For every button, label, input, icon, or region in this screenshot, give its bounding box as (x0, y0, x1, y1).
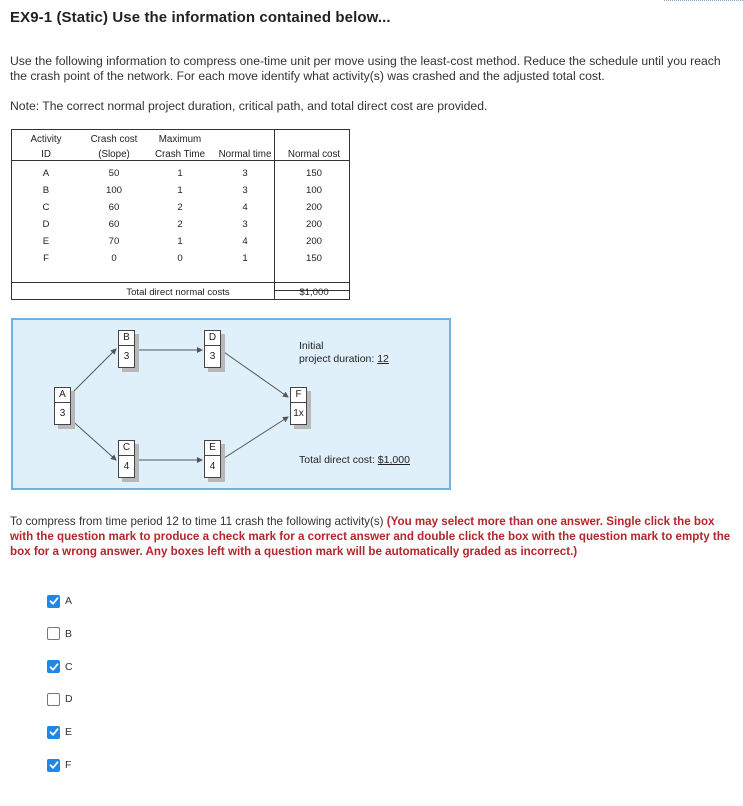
table-cell-cost: 150 (305, 168, 323, 179)
header-maximum: Maximum (158, 134, 202, 145)
node-a-duration: 3 (59, 408, 66, 419)
table-cell-slope: 70 (108, 236, 120, 247)
check-icon (49, 596, 59, 606)
initial-label: Initial (299, 340, 324, 352)
initial-duration (299, 353, 389, 365)
total-direct-normal-costs-value: $1,000 (299, 287, 329, 298)
table-cell-id: C (42, 202, 50, 213)
table-cell-max: 1 (177, 185, 183, 196)
option-b[interactable] (47, 627, 72, 641)
check-icon (49, 662, 59, 672)
table-cell-cost: 100 (305, 185, 323, 196)
instruction-red: (You may select more than one answer. Single click the box with the question mark to produce a check mark for a correct answer and double click the box with the question mark to empty the box for a wrong answer. Any boxes left with a question mark will be automatically graded as incorrect.) (10, 515, 731, 558)
arrow-a-c (68, 417, 116, 460)
total-direct-cost-label: Total direct cost: (299, 454, 375, 466)
node-e-label: E (204, 440, 221, 456)
question-title: EX9-1 (Static) Use the information contained below... (10, 9, 391, 26)
table-cell-id: A (42, 168, 50, 179)
arrow-a-b (68, 349, 116, 397)
check-icon (49, 727, 59, 737)
header-normal-time: Normal time (218, 149, 272, 160)
node-b (118, 330, 135, 368)
node-a-label: A (54, 387, 71, 403)
table-cell-slope: 60 (108, 202, 120, 213)
table-cell-time: 1 (242, 253, 248, 264)
table-cell-time: 4 (242, 236, 248, 247)
option-b-checkbox[interactable] (47, 627, 60, 640)
node-c-duration: 4 (123, 461, 130, 472)
option-f[interactable] (47, 758, 71, 772)
table-cell-id: E (42, 236, 50, 247)
table-cell-id: F (43, 253, 49, 264)
header-activity-id: ID (41, 149, 51, 160)
network-diagram (11, 318, 451, 490)
table-cell-time: 3 (242, 185, 248, 196)
top-dotted-rule (664, 0, 743, 1)
node-e (204, 440, 221, 478)
node-f-label: F (290, 387, 307, 403)
initial-duration-value: 12 (377, 353, 389, 365)
header-normal-cost: Normal cost (287, 149, 341, 160)
table-cell-max: 0 (177, 253, 183, 264)
option-f-checkbox[interactable] (47, 759, 60, 772)
total-direct-normal-costs-label: Total direct normal costs (126, 287, 230, 298)
table-cell-cost: 200 (305, 202, 323, 213)
node-b-duration: 3 (123, 351, 130, 362)
header-slope: (Slope) (98, 149, 130, 160)
option-a-checkbox[interactable] (47, 595, 60, 608)
option-d-checkbox[interactable] (47, 693, 60, 706)
table-cell-time: 3 (242, 219, 248, 230)
option-a[interactable] (47, 594, 72, 608)
node-f (290, 387, 307, 425)
table-cell-slope: 100 (105, 185, 123, 196)
table-cell-slope: 0 (111, 253, 117, 264)
option-e[interactable] (47, 725, 72, 739)
option-d[interactable] (47, 692, 73, 706)
table-cell-slope: 50 (108, 168, 120, 179)
total-direct-cost-value: $1,000 (377, 454, 410, 466)
instruction-plain: To compress from time period 12 to time 11 crash the following activity(s) (10, 515, 384, 528)
table-cell-cost: 200 (305, 219, 323, 230)
table-cell-max: 1 (177, 236, 183, 247)
option-b-label: B (65, 627, 73, 640)
node-b-label: B (118, 330, 135, 346)
node-f-duration: 1x (293, 408, 304, 419)
table-cell-cost: 150 (305, 253, 323, 264)
header-crash-time: Crash Time (154, 149, 206, 160)
table-cell-id: B (42, 185, 50, 196)
table-cell-max: 2 (177, 219, 183, 230)
node-c (118, 440, 135, 478)
instruction-text (10, 514, 736, 559)
activity-table (11, 129, 350, 300)
note-text: Note: The correct normal project duration, critical path, and total direct cost are provided. (10, 99, 488, 113)
intro-text: Use the following information to compress one-time unit per move using the least-cost method. Reduce the schedule until you reach the crash point of the network. For each move identify what activity(s) was crashed and the adjusted total cost. (10, 54, 721, 83)
header-crash-cost: Crash cost (90, 134, 138, 145)
table-cell-time: 4 (242, 202, 248, 213)
table-cell-cost: 200 (305, 236, 323, 247)
table-cell-slope: 60 (108, 219, 120, 230)
option-d-label: D (65, 693, 73, 706)
total-direct-cost (299, 454, 410, 466)
option-c-checkbox[interactable] (47, 660, 60, 673)
node-d-duration: 3 (209, 351, 216, 362)
node-c-label: C (118, 440, 135, 456)
table-cell-id: D (42, 219, 50, 230)
arrow-e-f (221, 417, 288, 460)
option-c[interactable] (47, 660, 73, 674)
node-d (204, 330, 221, 368)
check-icon (49, 760, 59, 770)
table-cell-max: 1 (177, 168, 183, 179)
arrow-d-f (221, 350, 288, 397)
node-a (54, 387, 71, 425)
option-e-label: E (65, 726, 73, 739)
option-a-label: A (65, 595, 73, 607)
table-cell-time: 3 (242, 168, 248, 179)
option-f-label: F (65, 759, 72, 771)
header-activity: Activity (30, 134, 62, 145)
option-e-checkbox[interactable] (47, 726, 60, 739)
node-d-label: D (204, 330, 221, 346)
option-c-label: C (65, 660, 73, 673)
table-cell-max: 2 (177, 202, 183, 213)
node-e-duration: 4 (209, 461, 216, 472)
initial-duration-label: project duration: (299, 353, 375, 365)
